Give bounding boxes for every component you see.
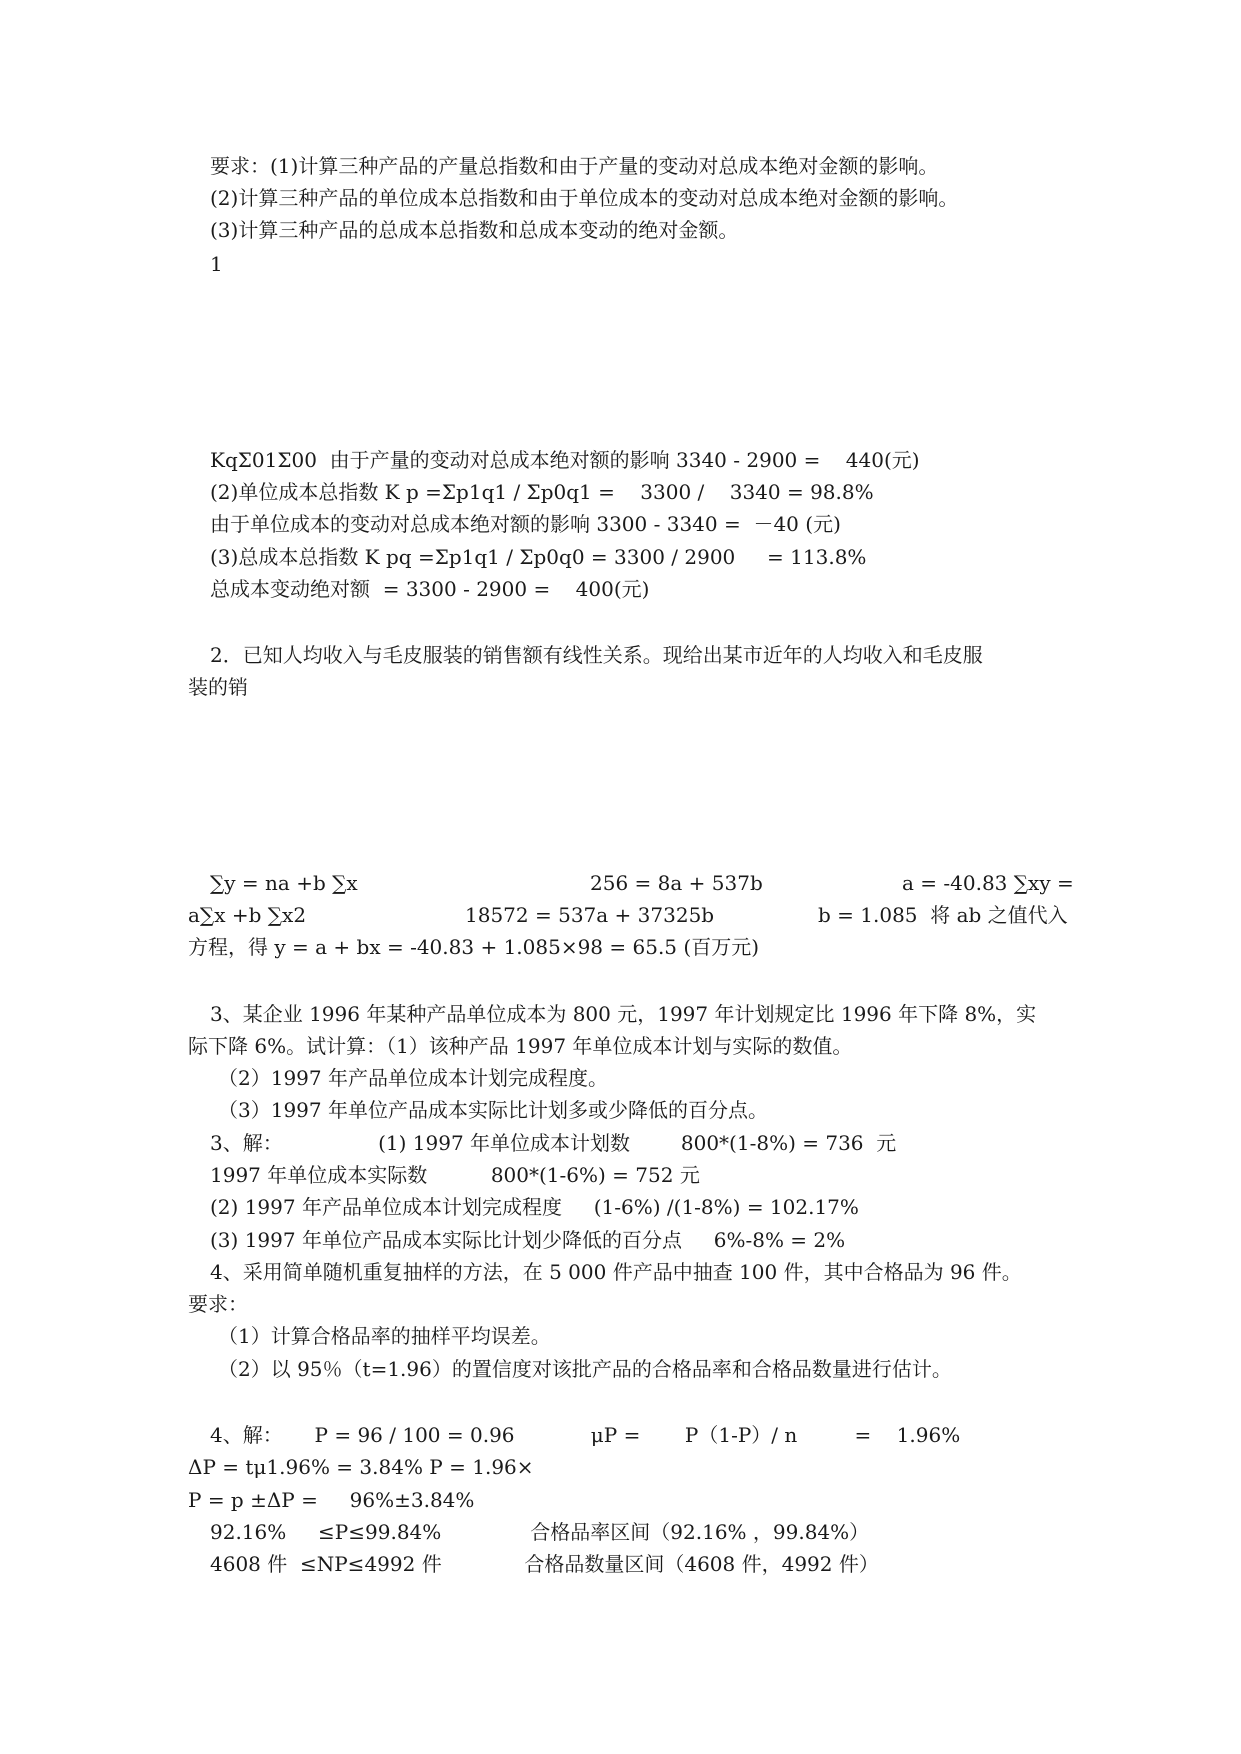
question3-line-4: （3）1997 年单位产品成本实际比计划多或少降低的百分点。: [218, 1098, 768, 1122]
answer4-line-4: 92.16% ≤P≤99.84% 合格品率区间（92.16% ，99.84%）: [210, 1520, 870, 1544]
requirement-line-1: 要求：(1)计算三种产品的产量总指数和由于产量的变动对总成本绝对金额的影响。: [210, 154, 939, 178]
regression-eq-2b: 18572 = 537a + 37325b: [465, 903, 715, 927]
answer4-line-1: 4、解： P = 96 / 100 = 0.96 μP = P（1-P）/ n = 1.96%: [210, 1423, 961, 1447]
answer4-line-5: 4608 件 ≤NP≤4992 件 合格品数量区间（4608 件，4992 件）: [210, 1552, 879, 1576]
requirement-line-2: (2)计算三种产品的单位成本总指数和由于单位成本的变动对总成本绝对金额的影响。: [210, 186, 959, 210]
answer3-line-2: 1997 年单位成本实际数 800*(1-6%) = 752 元: [210, 1163, 700, 1187]
answer1-line-2: (2)单位成本总指数 K p =Σp1q1 / Σp0q1 = 3300 / 3340 = 98.8%: [210, 480, 874, 504]
regression-eq-2c: b = 1.085 将 ab 之值代入: [818, 903, 1068, 927]
requirement-line-3: (3)计算三种产品的总成本总指数和总成本变动的绝对金额。: [210, 218, 739, 242]
regression-eq-1b: 256 = 8a + 537b: [590, 871, 763, 895]
question3-line-2: 际下降 6%。试计算：（1）该种产品 1997 年单位成本计划与实际的数值。: [188, 1034, 853, 1058]
question4-line-1: 4、采用简单随机重复抽样的方法，在 5 000 件产品中抽查 100 件，其中合格品为 96 件。: [210, 1260, 1022, 1284]
answer3-line-4: (3) 1997 年单位产品成本实际比计划少降低的百分点 6%-8% = 2%: [210, 1228, 846, 1252]
answer1-line-3: 由于单位成本的变动对总成本绝对额的影响 3300 - 3340 = －40 (元): [210, 512, 841, 536]
regression-eq-2a: a∑x +b ∑x2: [188, 903, 307, 927]
regression-eq-1c: a = -40.83 ∑xy =: [902, 871, 1074, 895]
question4-line-2: 要求：: [188, 1292, 248, 1316]
answer1-line-5: 总成本变动绝对额 = 3300 - 2900 = 400(元): [210, 577, 650, 601]
answer3-line-3: (2) 1997 年产品单位成本计划完成程度 (1-6%) /(1-8%) = 102.17%: [210, 1195, 859, 1219]
answer4-line-2: ΔP = tμ1.96% = 3.84% P = 1.96×: [188, 1455, 534, 1479]
question3-line-1: 3、某企业 1996 年某种产品单位成本为 800 元，1997 年计划规定比 1996 年下降 8%，实: [210, 1002, 1037, 1026]
question4-line-3: （1）计算合格品率的抽样平均误差。: [218, 1324, 551, 1348]
answer4-line-3: P = p ±ΔP = 96%±3.84%: [188, 1488, 475, 1512]
question2-line-2: 装的销: [188, 675, 248, 699]
regression-eq-1a: ∑y = na +b ∑x: [210, 871, 358, 895]
regression-result: 方程，得 y = a + bx = -40.83 + 1.085×98 = 65.5 (百万元): [188, 935, 759, 959]
answer1-line-4: (3)总成本总指数 K pq =Σp1q1 / Σp0q0 = 3300 / 2900 = 113.8%: [210, 545, 867, 569]
question3-line-3: （2）1997 年产品单位成本计划完成程度。: [218, 1066, 608, 1090]
answer3-line-1: 3、解： (1) 1997 年单位成本计划数 800*(1-8%) = 736 元: [210, 1131, 897, 1155]
question4-line-4: （2）以 95％（t=1.96）的置信度对该批产品的合格品率和合格品数量进行估计。: [218, 1357, 952, 1381]
question2-line-1: 2．已知人均收入与毛皮服装的销售额有线性关系。现给出某市近年的人均收入和毛皮服: [210, 643, 983, 667]
answer1-line-1: KqΣ01Σ00 由于产量的变动对总成本绝对额的影响 3340 - 2900 = 440(元): [210, 448, 920, 472]
page-number-line: 1: [210, 252, 223, 276]
